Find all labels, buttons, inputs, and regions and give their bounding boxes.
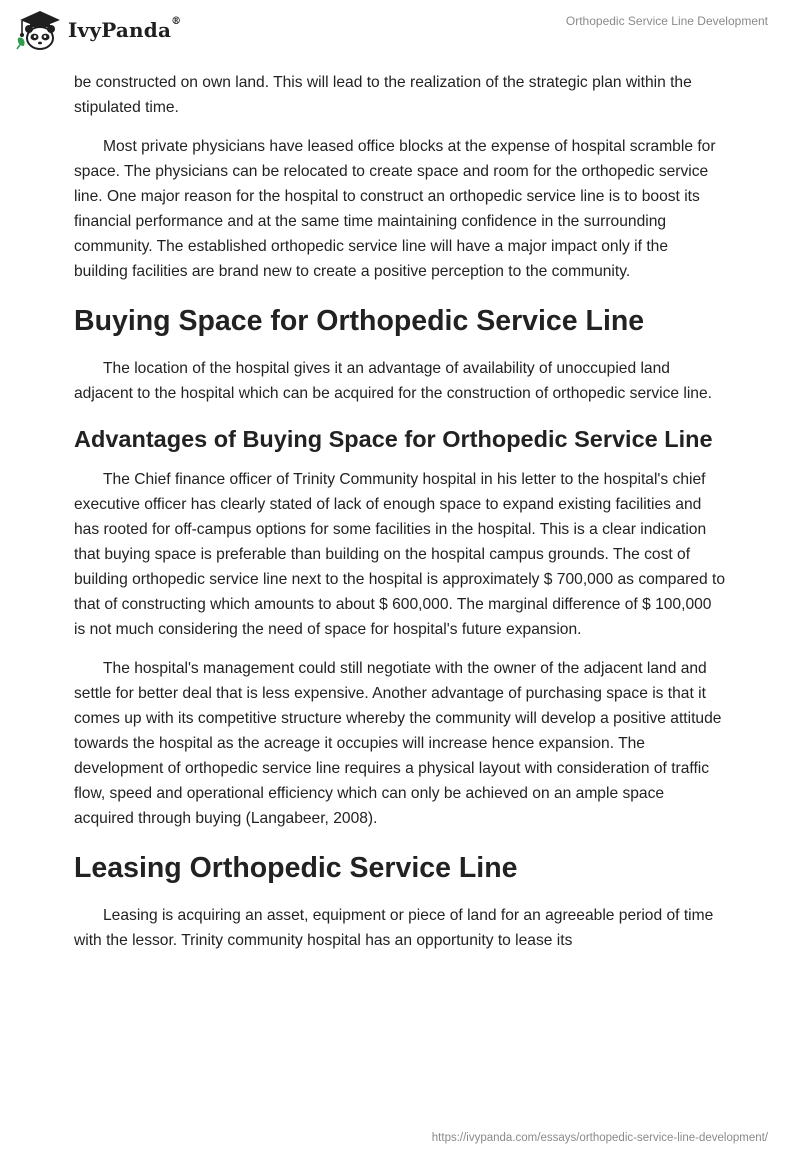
panda-graduate-icon — [14, 8, 62, 52]
brand-logo[interactable] — [14, 8, 181, 52]
paragraph-location: The location of the hospital gives it an advantage of availability of unoccupied land adjacent to the hospital which can be acquired for the construction of orthopedic service line. — [74, 360, 712, 402]
article-body — [74, 70, 726, 967]
heading-advantages-buying: Advantages of Buying Space for Orthopedic Service Line — [74, 426, 713, 452]
heading-leasing: Leasing Orthopedic Service Line — [74, 852, 518, 884]
source-url-link[interactable]: https://ivypanda.com/essays/orthopedic-service-line-development/ — [431, 1132, 768, 1144]
paragraph-cfo: The Chief finance officer of Trinity Community hospital in his letter to the hospital's chief executive officer has clearly stated of lack of enough space to expand existing facilities and has rooted for off-campus options for some facilities in the hospital. This is a clear indication that buying space is preferable than building on the hospital campus grounds. The cost of building orthopedic service line next to the hospital is approximately $ 700,000 as compared to that of constructing which amounts to about $ 600,000. The marginal difference of $ 100,000 is not much considering the need of space for hospital's future expansion. — [74, 471, 725, 638]
paragraph-management: The hospital's management could still negotiate with the owner of the adjacent land and settle for better deal that is less expensive. Another advantage of purchasing space is that it comes up with its competitive structure whereby the community will develop a positive attitude towards the hospital as the acreage it occupies will increase hence expansion. The development of orthopedic service line requires a physical layout with consideration of traffic flow, speed and operational efficiency which can only be achieved on an ample space acquired through buying (Langabeer, 2008). — [74, 660, 722, 827]
document-title: Orthopedic Service Line Development — [565, 14, 768, 28]
paragraph-intro: be constructed on own land. This will lead to the realization of the strategic plan within the stipulated time. — [74, 74, 692, 116]
paragraph-physicians: Most private physicians have leased office blocks at the expense of hospital scramble for space. The physicians can be relocated to create space and room for the orthopedic service line. One major reason for the hospital to construct an orthopedic service line is to boost its financial performance and at the same time maintaining confidence in the surrounding community. The established orthopedic service line will have a major impact only if the building facilities are brand new to create a positive perception to the community. — [74, 138, 716, 280]
heading-buying-space: Buying Space for Orthopedic Service Line — [74, 305, 645, 337]
paragraph-leasing: Leasing is acquiring an asset, equipment or piece of land for an agreeable period of time with the lessor. Trinity community hospital has an opportunity to lease its — [74, 907, 714, 949]
brand-name: IvyPanda® — [68, 16, 182, 42]
page-header — [0, 0, 800, 64]
